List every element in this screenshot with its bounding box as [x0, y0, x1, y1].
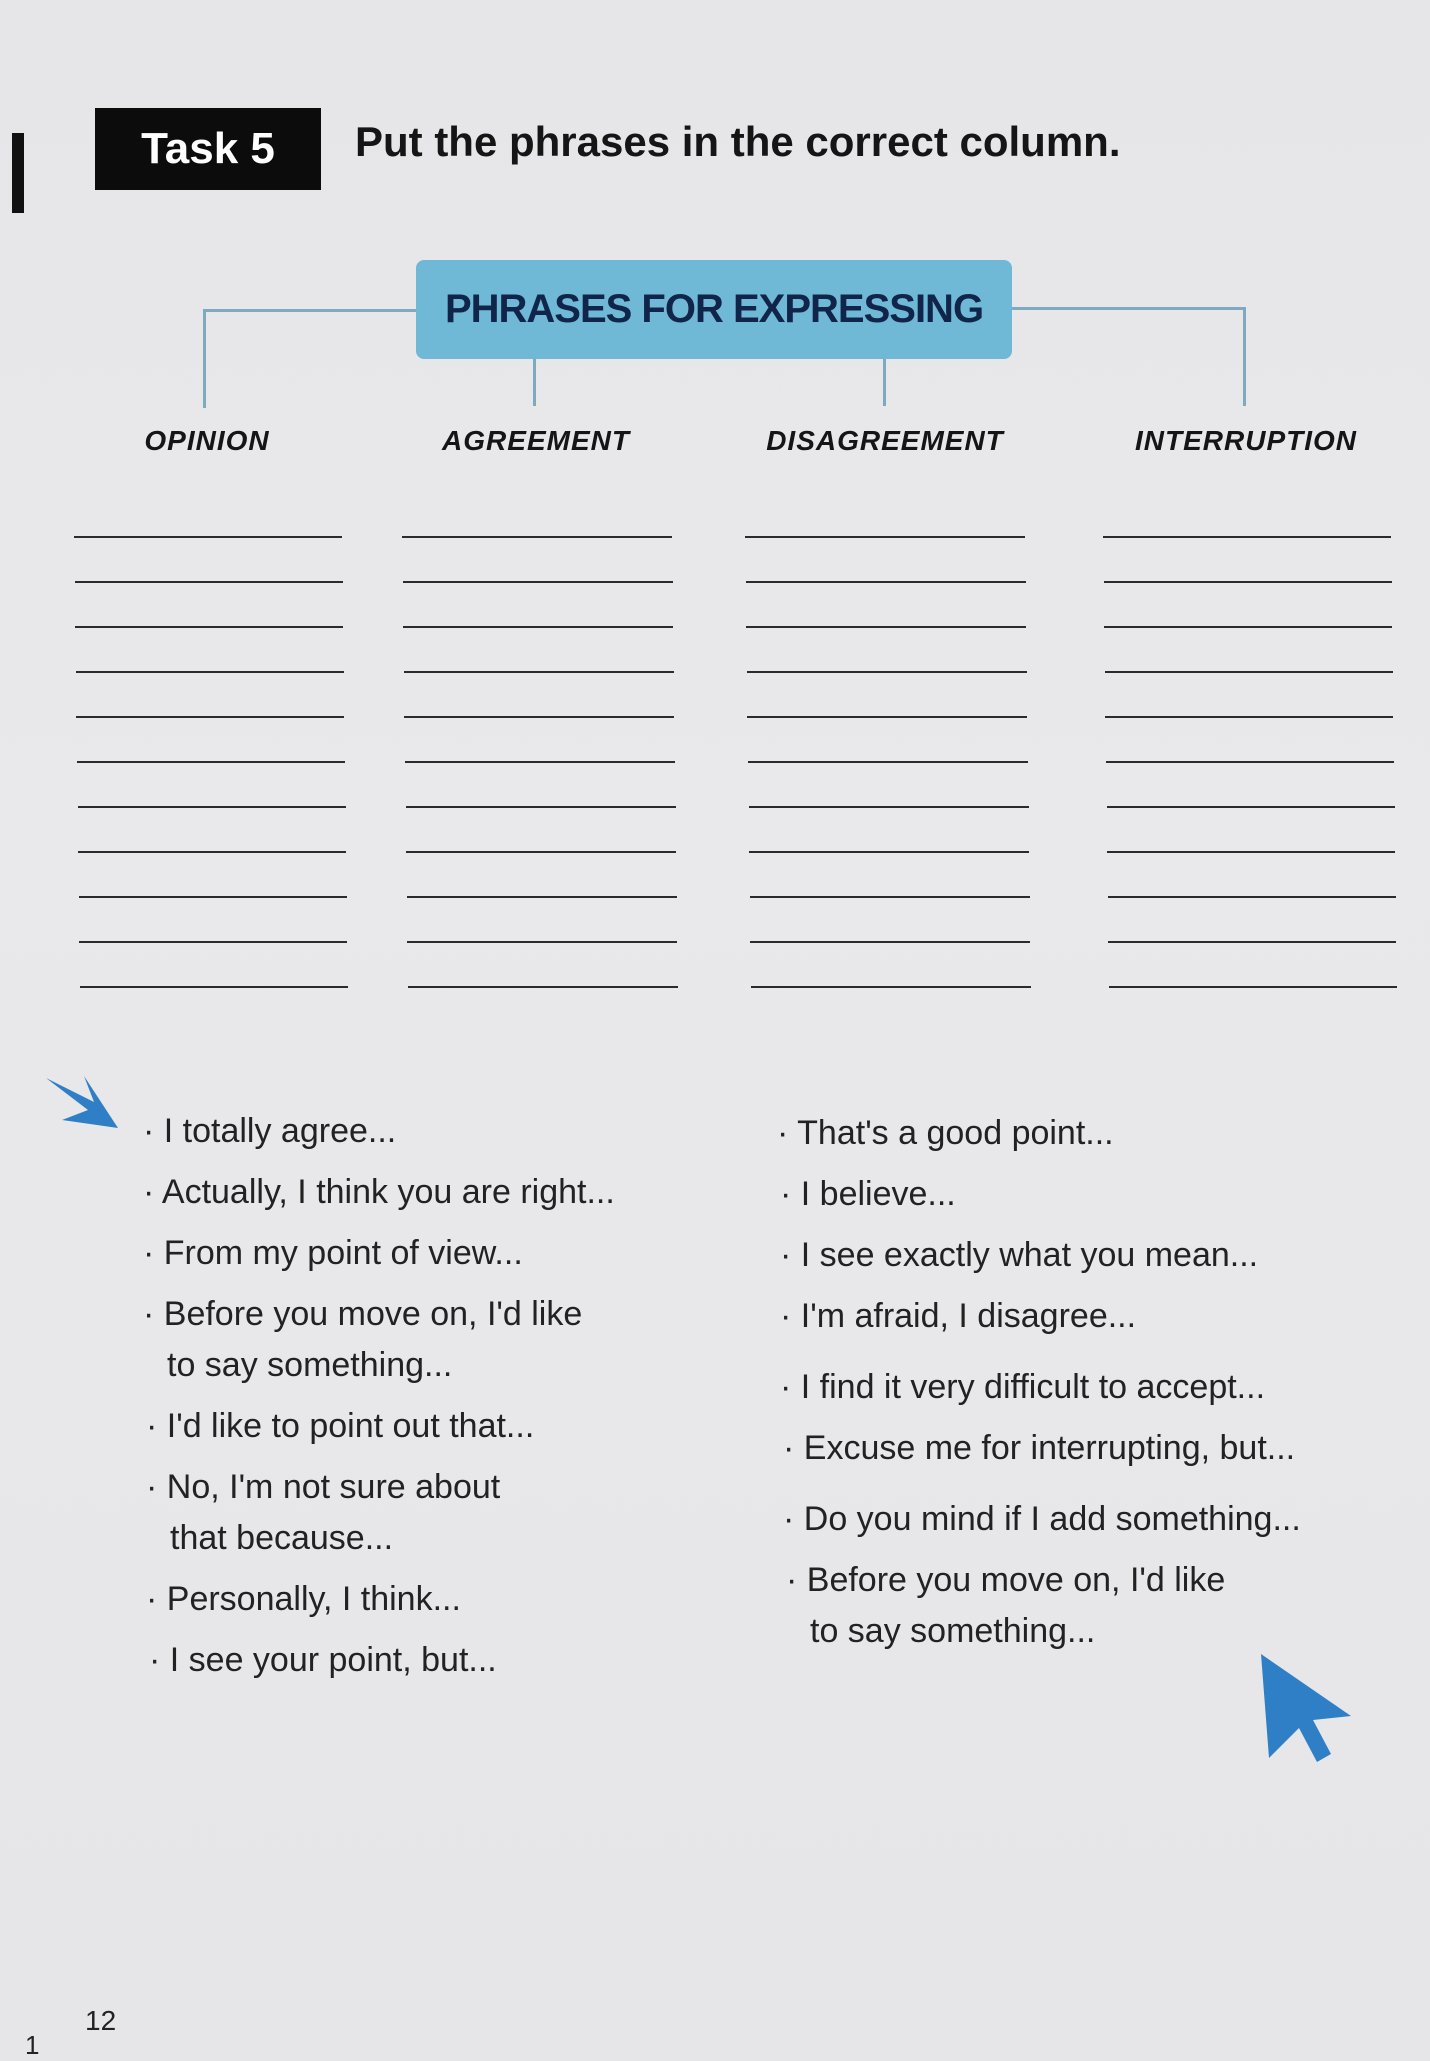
answer-blank-line	[1104, 581, 1392, 583]
answer-blank-line	[1107, 851, 1395, 853]
answer-blank-line	[406, 851, 676, 853]
answer-blank-line	[402, 536, 672, 538]
phrase-item: · I totally agree...	[143, 1112, 397, 1150]
answer-blank-line	[746, 626, 1026, 628]
answer-blank-line	[1109, 986, 1397, 988]
answer-blank-line	[1108, 896, 1396, 898]
answer-blank-line	[1103, 536, 1391, 538]
mouse-cursor-icon	[1255, 1650, 1355, 1765]
answer-blank-line	[1106, 761, 1394, 763]
page-number: 12	[85, 2005, 117, 2036]
connector-left-horizontal	[203, 309, 416, 312]
connector-left-vertical	[203, 309, 206, 408]
answer-blank-line	[78, 806, 346, 808]
answer-blank-line	[403, 626, 673, 628]
answer-blank-line	[404, 671, 674, 673]
phrase-item: · That's a good point...	[777, 1114, 1114, 1152]
phrase-item: · From my point of view...	[143, 1234, 523, 1272]
connector-right-horizontal	[1012, 307, 1246, 310]
pointer-arrow-icon	[44, 1070, 120, 1134]
answer-blank-line	[405, 761, 675, 763]
answer-blank-line	[745, 536, 1025, 538]
answer-blank-line	[1105, 671, 1393, 673]
margin-bar	[12, 133, 24, 213]
answer-blank-line	[1108, 941, 1396, 943]
answer-blank-line	[79, 896, 347, 898]
answer-blank-line	[747, 671, 1027, 673]
column-label-agreement: AGREEMENT	[442, 425, 630, 456]
answer-blank-line	[403, 581, 673, 583]
phrase-item: · No, I'm not sure about	[146, 1468, 501, 1506]
answer-blank-line	[408, 986, 678, 988]
answer-blank-line	[1107, 806, 1395, 808]
answer-blank-line	[747, 716, 1027, 718]
task-instruction: Put the phrases in the correct column.	[355, 118, 1121, 165]
answer-blank-line	[76, 716, 344, 718]
phrase-item: · Do you mind if I add something...	[783, 1500, 1301, 1538]
phrase-item: · I see exactly what you mean...	[780, 1236, 1259, 1274]
answer-blank-line	[1104, 626, 1392, 628]
answer-blank-line	[78, 851, 346, 853]
phrase-item: · I find it very difficult to accept...	[780, 1368, 1266, 1406]
answer-blank-line	[407, 896, 677, 898]
connector-right-vertical	[1243, 307, 1246, 406]
answer-blank-line	[748, 761, 1028, 763]
column-label-interruption: INTERRUPTION	[1135, 425, 1357, 456]
answer-blank-line	[746, 581, 1026, 583]
answer-blank-line	[79, 941, 347, 943]
answer-blank-line	[77, 761, 345, 763]
phrase-item-continuation: to say something...	[810, 1612, 1096, 1650]
column-label-disagreement: DISAGREEMENT	[766, 425, 1004, 456]
phrase-item: · Before you move on, I'd like	[786, 1561, 1226, 1599]
phrase-item-continuation: that because...	[170, 1519, 394, 1557]
connector-agreement	[533, 359, 536, 406]
column-label-opinion: OPINION	[144, 425, 270, 456]
corner-number: 1	[25, 2030, 40, 2060]
answer-blank-line	[407, 941, 677, 943]
phrase-item: · I'm afraid, I disagree...	[780, 1297, 1137, 1335]
answer-blank-line	[1105, 716, 1393, 718]
answer-blank-line	[74, 536, 342, 538]
phrase-item: · I'd like to point out that...	[146, 1407, 535, 1445]
phrase-item-continuation: to say something...	[167, 1346, 453, 1384]
answer-blank-line	[406, 806, 676, 808]
task-badge: Task 5	[95, 108, 321, 190]
heading-box: PHRASES FOR EXPRESSING	[416, 260, 1012, 359]
phrase-item: · I believe...	[780, 1175, 956, 1213]
answer-blank-line	[749, 806, 1029, 808]
phrase-item: · Actually, I think you are right...	[143, 1173, 615, 1211]
answer-blank-line	[404, 716, 674, 718]
phrase-item: · I see your point, but...	[149, 1641, 497, 1679]
answer-blank-line	[750, 896, 1030, 898]
answer-blank-line	[751, 986, 1031, 988]
phrase-item: · Personally, I think...	[146, 1580, 461, 1618]
connector-disagreement	[883, 359, 886, 406]
answer-blank-line	[75, 626, 343, 628]
phrase-item: · Excuse me for interrupting, but...	[783, 1429, 1296, 1467]
answer-blank-line	[750, 941, 1030, 943]
phrase-item: · Before you move on, I'd like	[143, 1295, 583, 1333]
answer-blank-line	[80, 986, 348, 988]
answer-blank-line	[76, 671, 344, 673]
answer-blank-line	[75, 581, 343, 583]
answer-blank-line	[749, 851, 1029, 853]
